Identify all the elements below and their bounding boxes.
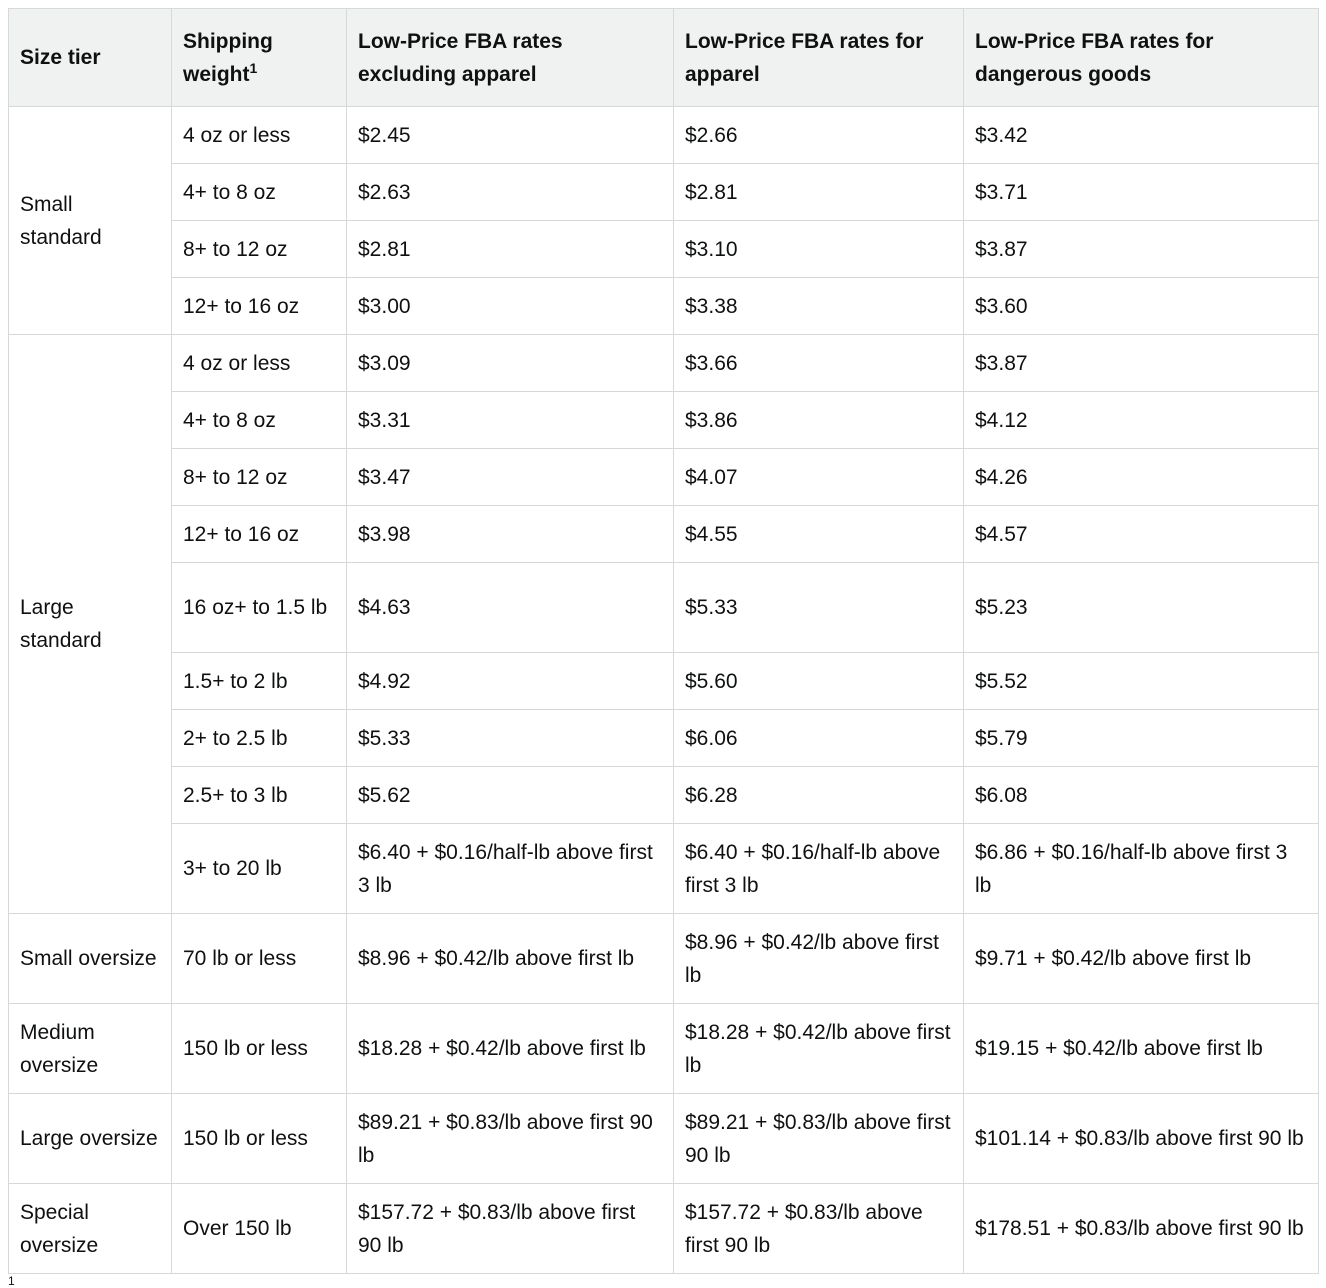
rate-excl-apparel-cell: $89.21 + $0.83/lb above first 90 lb — [347, 1094, 674, 1184]
table-row — [9, 1004, 1319, 1094]
size-tier-cell: Large standard — [9, 335, 172, 914]
rate-apparel-cell: $4.55 — [674, 506, 964, 563]
table-row — [9, 767, 1319, 824]
rate-apparel-cell: $157.72 + $0.83/lb above first 90 lb — [674, 1184, 964, 1274]
rate-dangerous-cell: $3.42 — [964, 107, 1319, 164]
rate-excl-apparel-cell: $4.63 — [347, 563, 674, 653]
header-row — [9, 9, 1319, 107]
rate-excl-apparel-cell: $4.92 — [347, 653, 674, 710]
rate-apparel-cell: $6.40 + $0.16/half-lb above first 3 lb — [674, 824, 964, 914]
rate-apparel-cell: $4.07 — [674, 449, 964, 506]
rate-apparel-cell: $18.28 + $0.42/lb above first lb — [674, 1004, 964, 1094]
shipping-weight-cell: 16 oz+ to 1.5 lb — [172, 563, 347, 653]
rate-dangerous-cell: $3.71 — [964, 164, 1319, 221]
rate-apparel-cell: $3.86 — [674, 392, 964, 449]
rate-apparel-cell: $8.96 + $0.42/lb above first lb — [674, 914, 964, 1004]
rate-dangerous-cell: $4.57 — [964, 506, 1319, 563]
shipping-weight-cell: 150 lb or less — [172, 1094, 347, 1184]
header-shipping-weight — [172, 9, 347, 107]
shipping-weight-cell: 150 lb or less — [172, 1004, 347, 1094]
size-tier-cell: Medium oversize — [9, 1004, 172, 1094]
rate-apparel-cell: $3.10 — [674, 221, 964, 278]
rate-dangerous-cell: $4.26 — [964, 449, 1319, 506]
rate-apparel-cell: $6.28 — [674, 767, 964, 824]
shipping-weight-cell: Over 150 lb — [172, 1184, 347, 1274]
table-row — [9, 107, 1319, 164]
rate-dangerous-cell: $3.87 — [964, 335, 1319, 392]
rate-excl-apparel-cell: $2.81 — [347, 221, 674, 278]
rate-excl-apparel-cell: $3.47 — [347, 449, 674, 506]
shipping-weight-cell: 12+ to 16 oz — [172, 278, 347, 335]
shipping-weight-cell: 4+ to 8 oz — [172, 392, 347, 449]
rate-dangerous-cell: $3.87 — [964, 221, 1319, 278]
table-row — [9, 914, 1319, 1004]
table-row — [9, 335, 1319, 392]
shipping-weight-cell: 70 lb or less — [172, 914, 347, 1004]
rate-excl-apparel-cell: $3.98 — [347, 506, 674, 563]
size-tier-cell: Small oversize — [9, 914, 172, 1004]
table-row — [9, 392, 1319, 449]
shipping-weight-cell: 12+ to 16 oz — [172, 506, 347, 563]
rate-dangerous-cell: $101.14 + $0.83/lb above first 90 lb — [964, 1094, 1319, 1184]
table-row — [9, 449, 1319, 506]
table-row — [9, 1184, 1319, 1274]
rate-apparel-cell: $2.66 — [674, 107, 964, 164]
shipping-weight-cell: 3+ to 20 lb — [172, 824, 347, 914]
shipping-weight-cell: 1.5+ to 2 lb — [172, 653, 347, 710]
rate-apparel-cell: $2.81 — [674, 164, 964, 221]
header-size-tier: Size tier — [9, 9, 172, 107]
fee-table-body — [9, 107, 1319, 1274]
rate-apparel-cell: $6.06 — [674, 710, 964, 767]
rate-excl-apparel-cell: $3.31 — [347, 392, 674, 449]
rate-dangerous-cell: $4.12 — [964, 392, 1319, 449]
rate-excl-apparel-cell: $2.63 — [347, 164, 674, 221]
table-row — [9, 563, 1319, 653]
rate-apparel-cell: $3.38 — [674, 278, 964, 335]
rate-dangerous-cell: $178.51 + $0.83/lb above first 90 lb — [964, 1184, 1319, 1274]
header-shipping-weight-label: Shipping weight — [183, 29, 273, 86]
rate-dangerous-cell: $6.86 + $0.16/half-lb above first 3 lb — [964, 824, 1319, 914]
table-row — [9, 653, 1319, 710]
shipping-weight-cell: 4 oz or less — [172, 335, 347, 392]
shipping-weight-cell: 8+ to 12 oz — [172, 449, 347, 506]
rate-excl-apparel-cell: $6.40 + $0.16/half-lb above first 3 lb — [347, 824, 674, 914]
footnote-ref[interactable]: 1 — [249, 59, 258, 76]
fee-table — [8, 8, 1319, 1274]
size-tier-cell: Special oversize — [9, 1184, 172, 1274]
rate-excl-apparel-cell: $3.00 — [347, 278, 674, 335]
rate-dangerous-cell: $5.23 — [964, 563, 1319, 653]
footnote-mark: 1 — [8, 1274, 15, 1288]
rate-apparel-cell: $5.60 — [674, 653, 964, 710]
table-row — [9, 1094, 1319, 1184]
rate-apparel-cell: $3.66 — [674, 335, 964, 392]
table-row — [9, 824, 1319, 914]
header-rate-excl-apparel: Low-Price FBA rates excluding apparel — [347, 9, 674, 107]
header-rate-apparel: Low-Price FBA rates for apparel — [674, 9, 964, 107]
rate-dangerous-cell: $19.15 + $0.42/lb above first lb — [964, 1004, 1319, 1094]
rate-dangerous-cell: $6.08 — [964, 767, 1319, 824]
rate-excl-apparel-cell: $5.33 — [347, 710, 674, 767]
table-row — [9, 278, 1319, 335]
rate-dangerous-cell: $3.60 — [964, 278, 1319, 335]
rate-excl-apparel-cell: $157.72 + $0.83/lb above first 90 lb — [347, 1184, 674, 1274]
shipping-weight-cell: 2+ to 2.5 lb — [172, 710, 347, 767]
rate-excl-apparel-cell: $5.62 — [347, 767, 674, 824]
shipping-weight-cell: 4 oz or less — [172, 107, 347, 164]
rate-dangerous-cell: $5.79 — [964, 710, 1319, 767]
table-row — [9, 221, 1319, 278]
size-tier-cell: Small standard — [9, 107, 172, 335]
shipping-weight-cell: 8+ to 12 oz — [172, 221, 347, 278]
rate-excl-apparel-cell: $8.96 + $0.42/lb above first lb — [347, 914, 674, 1004]
rate-dangerous-cell: $5.52 — [964, 653, 1319, 710]
shipping-weight-cell: 4+ to 8 oz — [172, 164, 347, 221]
shipping-weight-cell: 2.5+ to 3 lb — [172, 767, 347, 824]
rate-excl-apparel-cell: $18.28 + $0.42/lb above first lb — [347, 1004, 674, 1094]
rate-excl-apparel-cell: $3.09 — [347, 335, 674, 392]
table-row — [9, 506, 1319, 563]
size-tier-cell: Large oversize — [9, 1094, 172, 1184]
rate-apparel-cell: $5.33 — [674, 563, 964, 653]
rate-dangerous-cell: $9.71 + $0.42/lb above first lb — [964, 914, 1319, 1004]
table-row — [9, 710, 1319, 767]
header-rate-dangerous: Low-Price FBA rates for dangerous goods — [964, 9, 1319, 107]
rate-excl-apparel-cell: $2.45 — [347, 107, 674, 164]
table-row — [9, 164, 1319, 221]
rate-apparel-cell: $89.21 + $0.83/lb above first 90 lb — [674, 1094, 964, 1184]
